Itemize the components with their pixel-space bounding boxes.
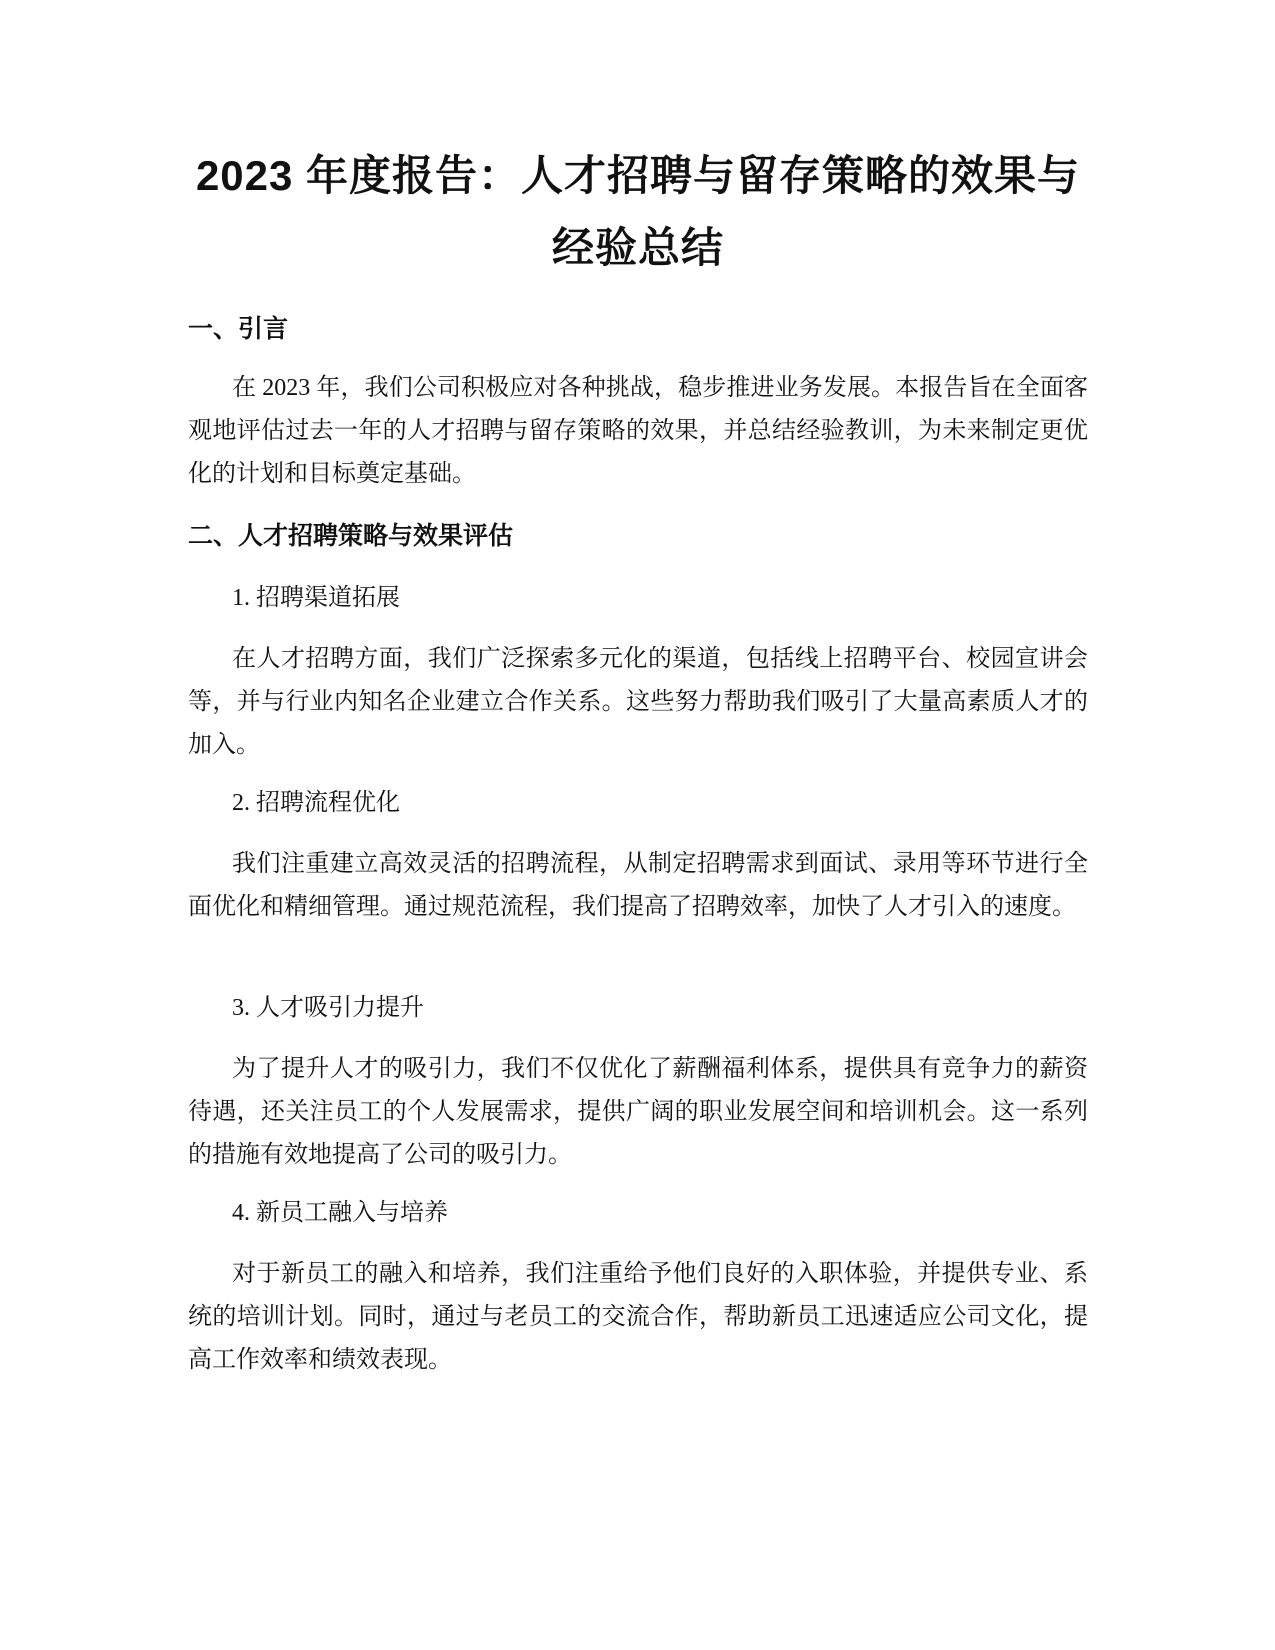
paragraph-talent-attraction: 为了提升人才的吸引力，我们不仅优化了薪酬福利体系，提供具有竞争力的薪资待遇，还关注员工的个人发展需求，提供广阔的职业发展空间和培训机会。这一系列的措施有效地提高了公司的吸引力。 [188, 1056, 1088, 1168]
subheading-process-optimization: 2. 招聘流程优化 [232, 790, 400, 816]
subheading-recruitment-channels: 1. 招聘渠道拓展 [232, 585, 400, 611]
introduction-paragraph: 在 2023 年，我们公司积极应对各种挑战，稳步推进业务发展。本报告旨在全面客观地评估过去一年的人才招聘与留存策略的效果，并总结经验教训，为未来制定更优化的计划和目标奠定基础。 [188, 375, 1088, 487]
paragraph-recruitment-channels: 在人才招聘方面，我们广泛探索多元化的渠道，包括线上招聘平台、校园宣讲会等，并与行业内知名企业建立合作关系。这些努力帮助我们吸引了大量高素质人才的加入。 [188, 646, 1088, 758]
section-heading-introduction: 一、引言 [188, 315, 289, 343]
document-title: 2023 年度报告：人才招聘与留存策略的效果与经验总结 [195, 152, 1081, 271]
paragraph-process-optimization: 我们注重建立高效灵活的招聘流程，从制定招聘需求到面试、录用等环节进行全面优化和精细管理。通过规范流程，我们提高了招聘效率，加快了人才引入的速度。 [188, 851, 1088, 920]
subheading-talent-attraction: 3. 人才吸引力提升 [232, 995, 424, 1021]
paragraph-new-employee-onboarding: 对于新员工的融入和培养，我们注重给予他们良好的入职体验，并提供专业、系统的培训计划。同时，通过与老员工的交流合作，帮助新员工迅速适应公司文化，提高工作效率和绩效表现。 [188, 1261, 1088, 1373]
subheading-new-employee-onboarding: 4. 新员工融入与培养 [232, 1200, 448, 1226]
document-page [188, 0, 1088, 1650]
section-heading-recruitment: 二、人才招聘策略与效果评估 [188, 522, 514, 550]
